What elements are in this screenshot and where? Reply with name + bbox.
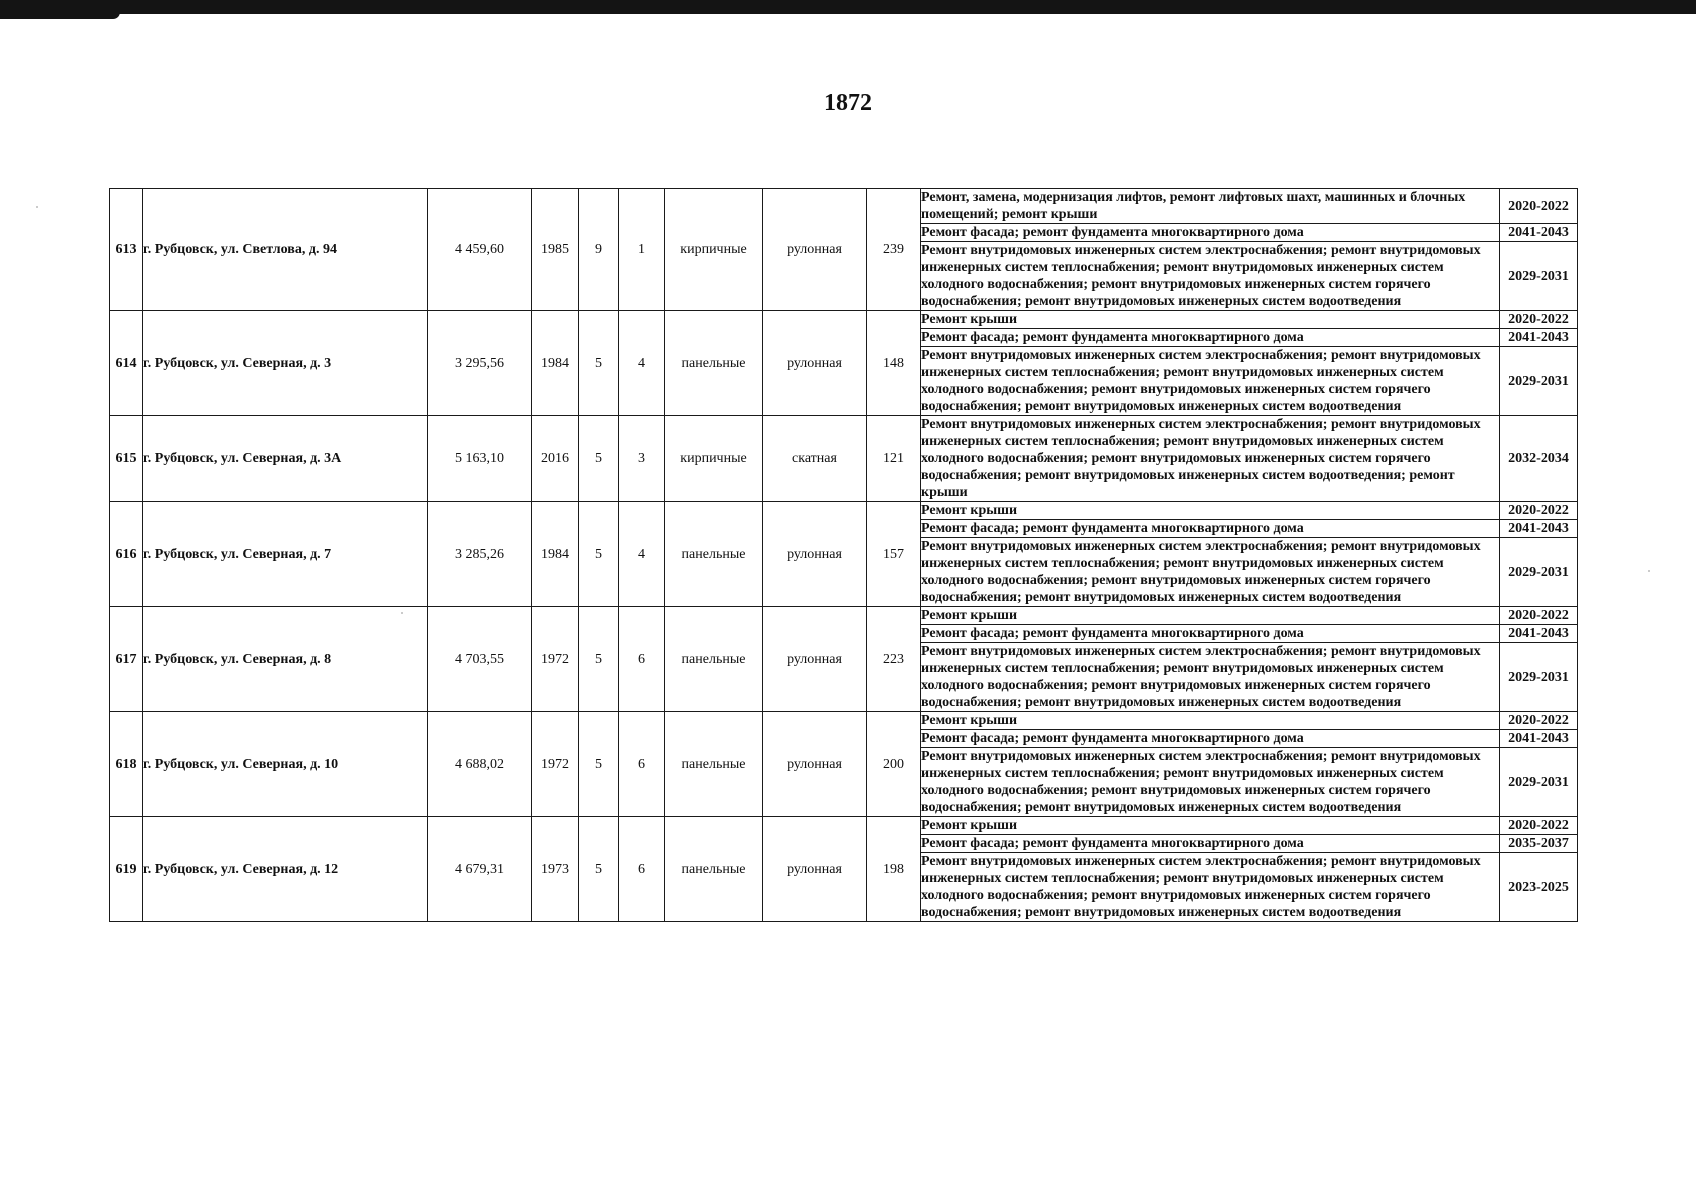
row-number: 615 [110,416,143,502]
work-period-cell: 2020-2022 [1500,607,1578,625]
floors-cell: 5 [579,607,619,712]
table-row [110,607,1578,625]
entrances-cell: 6 [619,607,665,712]
area-cell: 4 679,31 [428,817,532,922]
row-number: 616 [110,502,143,607]
scan-speck [36,206,38,208]
year-built-cell: 1972 [532,607,579,712]
work-description-cell: Ремонт крыши [921,712,1500,730]
table-row [110,502,1578,520]
residents-cell: 198 [867,817,921,922]
work-period-cell: 2029-2031 [1500,242,1578,311]
roof-type-cell: рулонная [763,712,867,817]
wall-material-cell: панельные [665,311,763,416]
page-number: 1872 [824,90,872,116]
work-description-cell: Ремонт внутридомовых инженерных систем электроснабжения; ремонт внутридомовых инженерных систем теплоснабжения; ремонт внутридомовых инженерных систем холодного водоснабжения; ремонт внутридомовых инженерных систем горячего водоснабжения; ремонт внутридомовых инженерных систем водоотведения; ремонт крыши [921,416,1500,502]
entrances-cell: 4 [619,502,665,607]
address-cell: г. Рубцовск, ул. Северная, д. 10 [143,712,428,817]
floors-cell: 5 [579,416,619,502]
roof-type-cell: рулонная [763,817,867,922]
year-built-cell: 1972 [532,712,579,817]
entrances-cell: 6 [619,817,665,922]
row-number: 613 [110,189,143,311]
work-description-cell: Ремонт внутридомовых инженерных систем электроснабжения; ремонт внутридомовых инженерных систем теплоснабжения; ремонт внутридомовых инженерных систем холодного водоснабжения; ремонт внутридомовых инженерных систем горячего водоснабжения; ремонт внутридомовых инженерных систем водоотведения [921,347,1500,416]
wall-material-cell: панельные [665,502,763,607]
table-row [110,311,1578,329]
address-cell: г. Рубцовск, ул. Северная, д. 3А [143,416,428,502]
year-built-cell: 2016 [532,416,579,502]
wall-material-cell: панельные [665,607,763,712]
entrances-cell: 4 [619,311,665,416]
work-description-cell: Ремонт крыши [921,311,1500,329]
work-period-cell: 2041-2043 [1500,730,1578,748]
residents-cell: 239 [867,189,921,311]
floors-cell: 5 [579,502,619,607]
roof-type-cell: рулонная [763,607,867,712]
residents-cell: 148 [867,311,921,416]
address-cell: г. Рубцовск, ул. Северная, д. 8 [143,607,428,712]
roof-type-cell: рулонная [763,311,867,416]
table-row [110,416,1578,502]
work-period-cell: 2041-2043 [1500,224,1578,242]
work-period-cell: 2041-2043 [1500,625,1578,643]
year-built-cell: 1984 [532,311,579,416]
floors-cell: 9 [579,189,619,311]
wall-material-cell: панельные [665,817,763,922]
residents-cell: 157 [867,502,921,607]
work-period-cell: 2029-2031 [1500,347,1578,416]
work-period-cell: 2029-2031 [1500,538,1578,607]
work-description-cell: Ремонт фасада; ремонт фундамента многоквартирного дома [921,329,1500,347]
work-description-cell: Ремонт внутридомовых инженерных систем электроснабжения; ремонт внутридомовых инженерных систем теплоснабжения; ремонт внутридомовых инженерных систем холодного водоснабжения; ремонт внутридомовых инженерных систем горячего водоснабжения; ремонт внутридомовых инженерных систем водоотведения [921,643,1500,712]
work-description-cell: Ремонт внутридомовых инженерных систем электроснабжения; ремонт внутридомовых инженерных систем теплоснабжения; ремонт внутридомовых инженерных систем холодного водоснабжения; ремонт внутридомовых инженерных систем горячего водоснабжения; ремонт внутридомовых инженерных систем водоотведения [921,748,1500,817]
work-description-cell: Ремонт крыши [921,502,1500,520]
floors-cell: 5 [579,311,619,416]
row-number: 618 [110,712,143,817]
work-period-cell: 2029-2031 [1500,643,1578,712]
roof-type-cell: рулонная [763,502,867,607]
work-period-cell: 2020-2022 [1500,817,1578,835]
area-cell: 4 703,55 [428,607,532,712]
residents-cell: 200 [867,712,921,817]
work-description-cell: Ремонт фасада; ремонт фундамента многоквартирного дома [921,730,1500,748]
row-number: 619 [110,817,143,922]
work-period-cell: 2020-2022 [1500,189,1578,224]
scan-top-edge-shadow [0,12,120,19]
work-period-cell: 2020-2022 [1500,712,1578,730]
row-number: 614 [110,311,143,416]
housing-repair-table [109,188,1578,922]
work-description-cell: Ремонт крыши [921,607,1500,625]
work-description-cell: Ремонт внутридомовых инженерных систем электроснабжения; ремонт внутридомовых инженерных систем теплоснабжения; ремонт внутридомовых инженерных систем холодного водоснабжения; ремонт внутридомовых инженерных систем горячего водоснабжения; ремонт внутридомовых инженерных систем водоотведения [921,853,1500,922]
work-description-cell: Ремонт крыши [921,817,1500,835]
table-row [110,712,1578,730]
floors-cell: 5 [579,712,619,817]
work-description-cell: Ремонт внутридомовых инженерных систем электроснабжения; ремонт внутридомовых инженерных систем теплоснабжения; ремонт внутридомовых инженерных систем холодного водоснабжения; ремонт внутридомовых инженерных систем горячего водоснабжения; ремонт внутридомовых инженерных систем водоотведения [921,242,1500,311]
work-period-cell: 2020-2022 [1500,311,1578,329]
area-cell: 4 688,02 [428,712,532,817]
year-built-cell: 1973 [532,817,579,922]
work-period-cell: 2035-2037 [1500,835,1578,853]
work-description-cell: Ремонт, замена, модернизация лифтов, ремонт лифтовых шахт, машинных и блочных помещений; ремонт крыши [921,189,1500,224]
floors-cell: 5 [579,817,619,922]
work-description-cell: Ремонт фасада; ремонт фундамента многоквартирного дома [921,835,1500,853]
scan-speck [1648,570,1650,572]
year-built-cell: 1985 [532,189,579,311]
work-description-cell: Ремонт фасада; ремонт фундамента многоквартирного дома [921,520,1500,538]
entrances-cell: 6 [619,712,665,817]
work-description-cell: Ремонт фасада; ремонт фундамента многоквартирного дома [921,625,1500,643]
work-period-cell: 2041-2043 [1500,520,1578,538]
row-number: 617 [110,607,143,712]
address-cell: г. Рубцовск, ул. Северная, д. 3 [143,311,428,416]
area-cell: 3 295,56 [428,311,532,416]
address-cell: г. Рубцовск, ул. Светлова, д. 94 [143,189,428,311]
work-description-cell: Ремонт внутридомовых инженерных систем электроснабжения; ремонт внутридомовых инженерных систем теплоснабжения; ремонт внутридомовых инженерных систем холодного водоснабжения; ремонт внутридомовых инженерных систем горячего водоснабжения; ремонт внутридомовых инженерных систем водоотведения [921,538,1500,607]
area-cell: 4 459,60 [428,189,532,311]
area-cell: 3 285,26 [428,502,532,607]
scan-top-edge [0,0,1696,14]
work-period-cell: 2032-2034 [1500,416,1578,502]
table-row [110,817,1578,835]
year-built-cell: 1984 [532,502,579,607]
residents-cell: 223 [867,607,921,712]
residents-cell: 121 [867,416,921,502]
work-period-cell: 2029-2031 [1500,748,1578,817]
work-period-cell: 2020-2022 [1500,502,1578,520]
roof-type-cell: скатная [763,416,867,502]
entrances-cell: 3 [619,416,665,502]
area-cell: 5 163,10 [428,416,532,502]
address-cell: г. Рубцовск, ул. Северная, д. 7 [143,502,428,607]
address-cell: г. Рубцовск, ул. Северная, д. 12 [143,817,428,922]
work-description-cell: Ремонт фасада; ремонт фундамента многоквартирного дома [921,224,1500,242]
table-row [110,189,1578,224]
roof-type-cell: рулонная [763,189,867,311]
work-period-cell: 2041-2043 [1500,329,1578,347]
entrances-cell: 1 [619,189,665,311]
wall-material-cell: кирпичные [665,189,763,311]
work-period-cell: 2023-2025 [1500,853,1578,922]
table-body [110,189,1578,922]
wall-material-cell: кирпичные [665,416,763,502]
wall-material-cell: панельные [665,712,763,817]
